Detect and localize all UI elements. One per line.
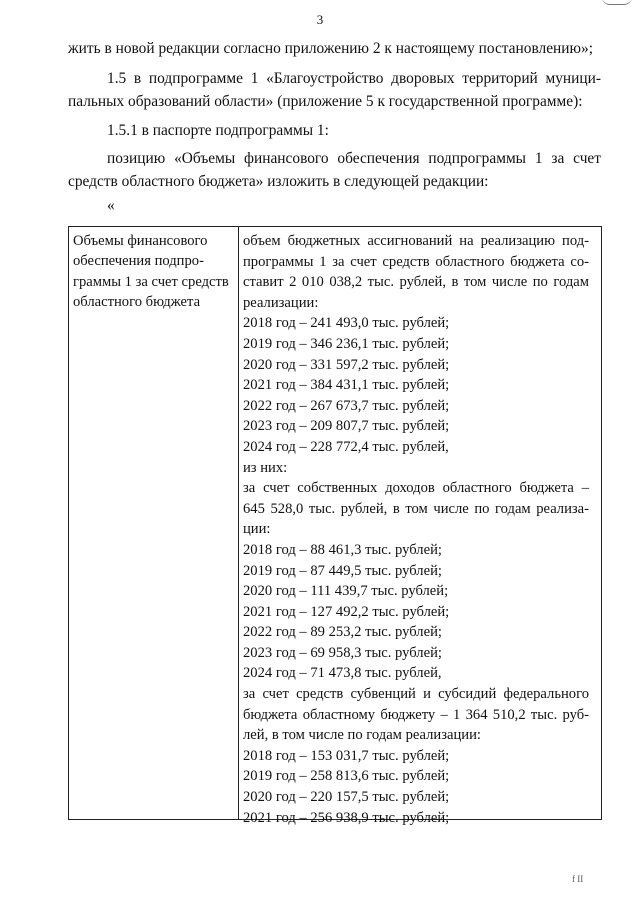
value-line: 2019 год – 258 813,6 тыс. рублей; bbox=[243, 768, 450, 785]
value-line: бюджета областному бюджету – 1 364 510,2 тыс. руб- bbox=[243, 706, 589, 723]
page-footer-mark: f II bbox=[572, 874, 584, 884]
value-line: 2022 год – 267 673,7 тыс. рублей; bbox=[243, 397, 450, 414]
intro-line-1: жить в новой редакции согласно приложению 2 к настоящему постановлению»; bbox=[68, 40, 593, 57]
value-line: 2018 год – 153 031,7 тыс. рублей; bbox=[243, 747, 450, 764]
value-line: 2024 год – 71 473,8 тыс. рублей, bbox=[243, 665, 442, 682]
value-line: за счет собственных доходов областного бюджета – bbox=[243, 480, 589, 497]
value-line: 2018 год – 241 493,0 тыс. рублей; bbox=[243, 315, 450, 332]
label-line: Объемы финансового bbox=[73, 233, 208, 249]
value-line: 2019 год – 346 236,1 тыс. рублей; bbox=[243, 335, 450, 352]
value-line: из них: bbox=[243, 459, 288, 476]
page-number: 3 bbox=[316, 12, 324, 27]
page-corner-mark bbox=[602, 0, 632, 5]
value-line: ставит 2 010 038,2 тыс. рублей, в том числе по годам bbox=[243, 274, 589, 291]
table-label-cell bbox=[73, 231, 235, 313]
intro-line-4: 1.5.1 в паспорте подпрограммы 1: bbox=[107, 122, 329, 139]
value-line: 645 528,0 тыс. рублей, в том числе по годам реализа- bbox=[243, 500, 589, 517]
value-line: реализации: bbox=[243, 294, 319, 311]
intro-line-3: пальных образований области» (приложение 5 к государственной программе): bbox=[68, 93, 583, 110]
label-line: областного бюджета bbox=[73, 294, 201, 311]
opening-quote: « bbox=[107, 197, 115, 214]
value-line: программы 1 за счет средств областного бюджета со- bbox=[243, 253, 589, 270]
value-line: 2020 год – 220 157,5 тыс. рублей; bbox=[243, 789, 450, 806]
value-line: 2021 год – 127 492,2 тыс. рублей; bbox=[243, 603, 450, 620]
value-line: 2020 год – 111 439,7 тыс. рублей; bbox=[243, 583, 449, 600]
value-line: 2021 год – 256 938,9 тыс. рублей; bbox=[243, 809, 450, 826]
table-column-divider bbox=[238, 227, 239, 819]
label-line: обеспечения подпро- bbox=[73, 253, 204, 270]
label-line: граммы 1 за счет средств bbox=[73, 273, 229, 290]
table-value-cell bbox=[243, 231, 589, 828]
value-line: 2019 год – 87 449,5 тыс. рублей; bbox=[243, 562, 442, 579]
intro-line-5: позицию «Объемы финансового обеспечения подпрограммы 1 за счет bbox=[107, 150, 601, 167]
intro-line-6: средств областного бюджета» изложить в следующей редакции: bbox=[68, 173, 489, 190]
value-line: 2023 год – 209 807,7 тыс. рублей; bbox=[243, 418, 450, 435]
funding-table bbox=[68, 226, 602, 826]
value-line: 2020 год – 331 597,2 тыс. рублей; bbox=[243, 356, 450, 373]
value-line: 2018 год – 88 461,3 тыс. рублей; bbox=[243, 541, 442, 558]
value-line: 2023 год – 69 958,3 тыс. рублей; bbox=[243, 644, 442, 661]
value-line: 2022 год – 89 253,2 тыс. рублей; bbox=[243, 624, 442, 641]
value-line: 2024 год – 228 772,4 тыс. рублей, bbox=[243, 438, 449, 455]
value-line: ции: bbox=[243, 521, 271, 538]
value-line: лей, в том числе по годам реализации: bbox=[243, 727, 481, 744]
intro-line-2: 1.5 в подпрограмме 1 «Благоустройство дворовых территорий муници- bbox=[107, 70, 601, 87]
value-line: объем бюджетных ассигнований на реализацию под- bbox=[243, 233, 589, 249]
value-line: за счет средств субвенций и субсидий федерального bbox=[243, 686, 589, 703]
value-line: 2021 год – 384 431,1 тыс. рублей; bbox=[243, 377, 450, 394]
